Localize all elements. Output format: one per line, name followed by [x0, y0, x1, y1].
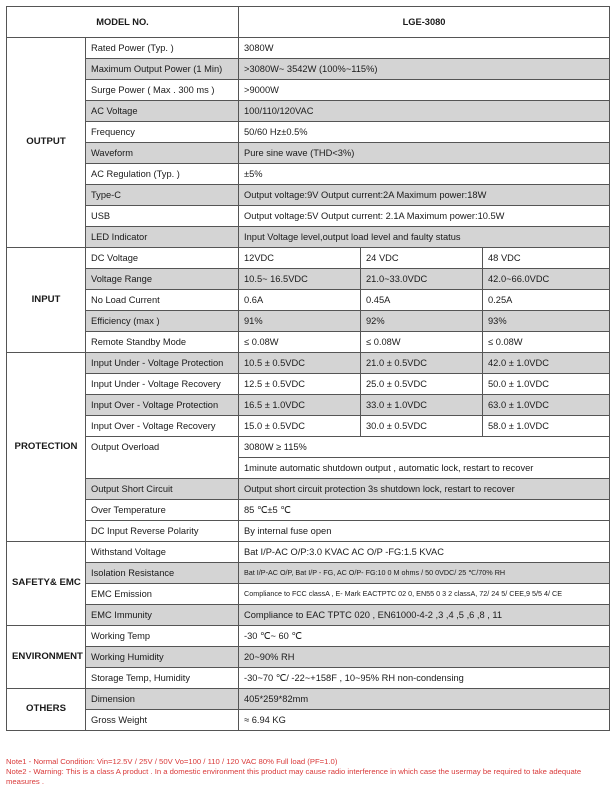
row-value: Output voltage:5V Output current: 2.1A Maximum power:10.5W	[239, 206, 610, 227]
protection-row	[7, 353, 610, 374]
protection-row	[7, 374, 610, 395]
row-label: USB	[86, 206, 239, 227]
row-label: DC Voltage	[86, 248, 239, 269]
protection-row	[7, 437, 610, 458]
row-label: Dimension	[86, 689, 239, 710]
input-row	[7, 290, 610, 311]
row-value: Output voltage:9V Output current:2A Maximum power:18W	[239, 185, 610, 206]
environment-row	[7, 668, 610, 689]
row-label: Isolation Resistance	[86, 563, 239, 584]
row-value: >9000W	[239, 80, 610, 101]
row-value: Compliance to EAC TPTC 020 , EN61000-4-2 ,3 ,4 ,5 ,6 ,8 , 11	[239, 605, 610, 626]
output-row	[7, 164, 610, 185]
row-label: EMC Emission	[86, 584, 239, 605]
input-group-title: INPUT	[7, 248, 86, 353]
value-12v: 15.0 ± 0.5VDC	[239, 416, 361, 437]
row-label: DC Input Reverse Polarity	[86, 521, 239, 542]
row-value: ≈ 6.94 KG	[239, 710, 610, 731]
protection-row	[7, 395, 610, 416]
model-label: MODEL NO.	[7, 7, 239, 38]
others-row	[7, 710, 610, 731]
row-label: Waveform	[86, 143, 239, 164]
row-label: EMC Immunity	[86, 605, 239, 626]
row-label: Remote Standby Mode	[86, 332, 239, 353]
row-label: Maximum Output Power (1 Min)	[86, 59, 239, 80]
value-12v: ≤ 0.08W	[239, 332, 361, 353]
overload-action: 1minute automatic shutdown output , automatic lock, restart to recover	[239, 458, 610, 479]
header-row	[7, 7, 610, 38]
row-label: Working Temp	[86, 626, 239, 647]
row-value: By internal fuse open	[239, 521, 610, 542]
value-24v: 92%	[361, 311, 483, 332]
row-label: Rated Power (Typ. )	[86, 38, 239, 59]
output-row	[7, 38, 610, 59]
value-48v: 42.0 ± 1.0VDC	[483, 353, 610, 374]
value-12v: 12.5 ± 0.5VDC	[239, 374, 361, 395]
value-48v: 63.0 ± 1.0VDC	[483, 395, 610, 416]
row-label: Frequency	[86, 122, 239, 143]
row-label: AC Regulation (Typ. )	[86, 164, 239, 185]
protection-group-title: PROTECTION	[7, 353, 86, 542]
row-label: Gross Weight	[86, 710, 239, 731]
protection-row	[7, 479, 610, 500]
output-row	[7, 143, 610, 164]
row-label: Efficiency (max )	[86, 311, 239, 332]
row-label: Voltage Range	[86, 269, 239, 290]
output-row	[7, 185, 610, 206]
safety-group-title: SAFETY& EMC	[7, 542, 86, 626]
row-value: Bat I/P-AC O/P, Bat I/P - FG, AC O/P- FG:10 0 M ohms / 50 0VDC/ 25 ℃/70% RH	[239, 563, 610, 584]
safety-row	[7, 563, 610, 584]
value-24v: ≤ 0.08W	[361, 332, 483, 353]
value-24v: 21.0 ± 0.5VDC	[361, 353, 483, 374]
overload-threshold: 3080W ≥ 115%	[239, 437, 610, 458]
row-value: 405*259*82mm	[239, 689, 610, 710]
value-48v: 50.0 ± 1.0VDC	[483, 374, 610, 395]
output-row	[7, 80, 610, 101]
value-12v: 12VDC	[239, 248, 361, 269]
value-48v: 0.25A	[483, 290, 610, 311]
value-48v: ≤ 0.08W	[483, 332, 610, 353]
value-24v: 21.0~33.0VDC	[361, 269, 483, 290]
note-2: Note2 - Warning: This is a class A product . In a domestic environment this product may cause radio interference in which case the usermay be required to take adequate measures .	[6, 767, 582, 786]
row-value: -30~70 ℃/ -22~+158F , 10~95% RH non-condensing	[239, 668, 610, 689]
row-value: Bat I/P-AC O/P:3.0 KVAC AC O/P -FG:1.5 KVAC	[239, 542, 610, 563]
environment-row	[7, 626, 610, 647]
safety-row	[7, 605, 610, 626]
row-label: Input Under - Voltage Protection	[86, 353, 239, 374]
row-value: -30 ℃~ 60 ℃	[239, 626, 610, 647]
row-label: AC Voltage	[86, 101, 239, 122]
value-24v: 30.0 ± 0.5VDC	[361, 416, 483, 437]
value-12v: 10.5~ 16.5VDC	[239, 269, 361, 290]
row-value: >3080W~ 3542W (100%~115%)	[239, 59, 610, 80]
row-label: Input Over - Voltage Recovery	[86, 416, 239, 437]
row-value: ±5%	[239, 164, 610, 185]
input-row	[7, 248, 610, 269]
note-1: Note1 - Normal Condition: Vin=12.5V / 25V / 50V Vo=100 / 110 / 120 VAC 80% Full load (PF=1.0)	[6, 757, 338, 766]
row-label: Type-C	[86, 185, 239, 206]
row-label: Input Under - Voltage Recovery	[86, 374, 239, 395]
row-label: Surge Power ( Max . 300 ms )	[86, 80, 239, 101]
value-24v: 24 VDC	[361, 248, 483, 269]
model-value: LGE-3080	[239, 7, 610, 38]
safety-row	[7, 584, 610, 605]
overload-label: Output Overload	[86, 437, 239, 479]
value-24v: 25.0 ± 0.5VDC	[361, 374, 483, 395]
output-row	[7, 227, 610, 248]
value-12v: 91%	[239, 311, 361, 332]
input-row	[7, 311, 610, 332]
row-label: No Load Current	[86, 290, 239, 311]
footnotes	[6, 757, 616, 787]
value-48v: 48 VDC	[483, 248, 610, 269]
protection-row	[7, 500, 610, 521]
row-value: 3080W	[239, 38, 610, 59]
row-label: Withstand Voltage	[86, 542, 239, 563]
others-group-title: OTHERS	[7, 689, 86, 731]
row-label: Input Over - Voltage Protection	[86, 395, 239, 416]
value-12v: 0.6A	[239, 290, 361, 311]
row-value: 20~90% RH	[239, 647, 610, 668]
output-row	[7, 59, 610, 80]
row-value: 85 ℃±5 ℃	[239, 500, 610, 521]
row-label: Output Short Circuit	[86, 479, 239, 500]
value-48v: 93%	[483, 311, 610, 332]
row-value: Output short circuit protection 3s shutdown lock, restart to recover	[239, 479, 610, 500]
value-48v: 58.0 ± 1.0VDC	[483, 416, 610, 437]
input-row	[7, 269, 610, 290]
protection-row	[7, 416, 610, 437]
output-row	[7, 122, 610, 143]
environment-group-title: ENVIRONMENT	[7, 626, 86, 689]
output-row	[7, 101, 610, 122]
others-row	[7, 689, 610, 710]
input-row	[7, 332, 610, 353]
spec-table	[6, 6, 610, 731]
row-value: Pure sine wave (THD<3%)	[239, 143, 610, 164]
value-24v: 0.45A	[361, 290, 483, 311]
value-12v: 10.5 ± 0.5VDC	[239, 353, 361, 374]
output-row	[7, 206, 610, 227]
row-value: 100/110/120VAC	[239, 101, 610, 122]
safety-row	[7, 542, 610, 563]
environment-row	[7, 647, 610, 668]
row-label: LED Indicator	[86, 227, 239, 248]
row-value: Input Voltage level,output load level and faulty status	[239, 227, 610, 248]
value-48v: 42.0~66.0VDC	[483, 269, 610, 290]
protection-row	[7, 521, 610, 542]
row-label: Storage Temp, Humidity	[86, 668, 239, 689]
row-value: 50/60 Hz±0.5%	[239, 122, 610, 143]
value-24v: 33.0 ± 1.0VDC	[361, 395, 483, 416]
value-12v: 16.5 ± 1.0VDC	[239, 395, 361, 416]
row-label: Over Temperature	[86, 500, 239, 521]
row-label: Working Humidity	[86, 647, 239, 668]
row-value: Compliance to FCC classA , E- Mark EACTPTC 02 0, EN55 0 3 2 classA, 72/ 24 5/ CEE,9 5/5 4/ CE	[239, 584, 610, 605]
output-group-title: OUTPUT	[7, 38, 86, 248]
